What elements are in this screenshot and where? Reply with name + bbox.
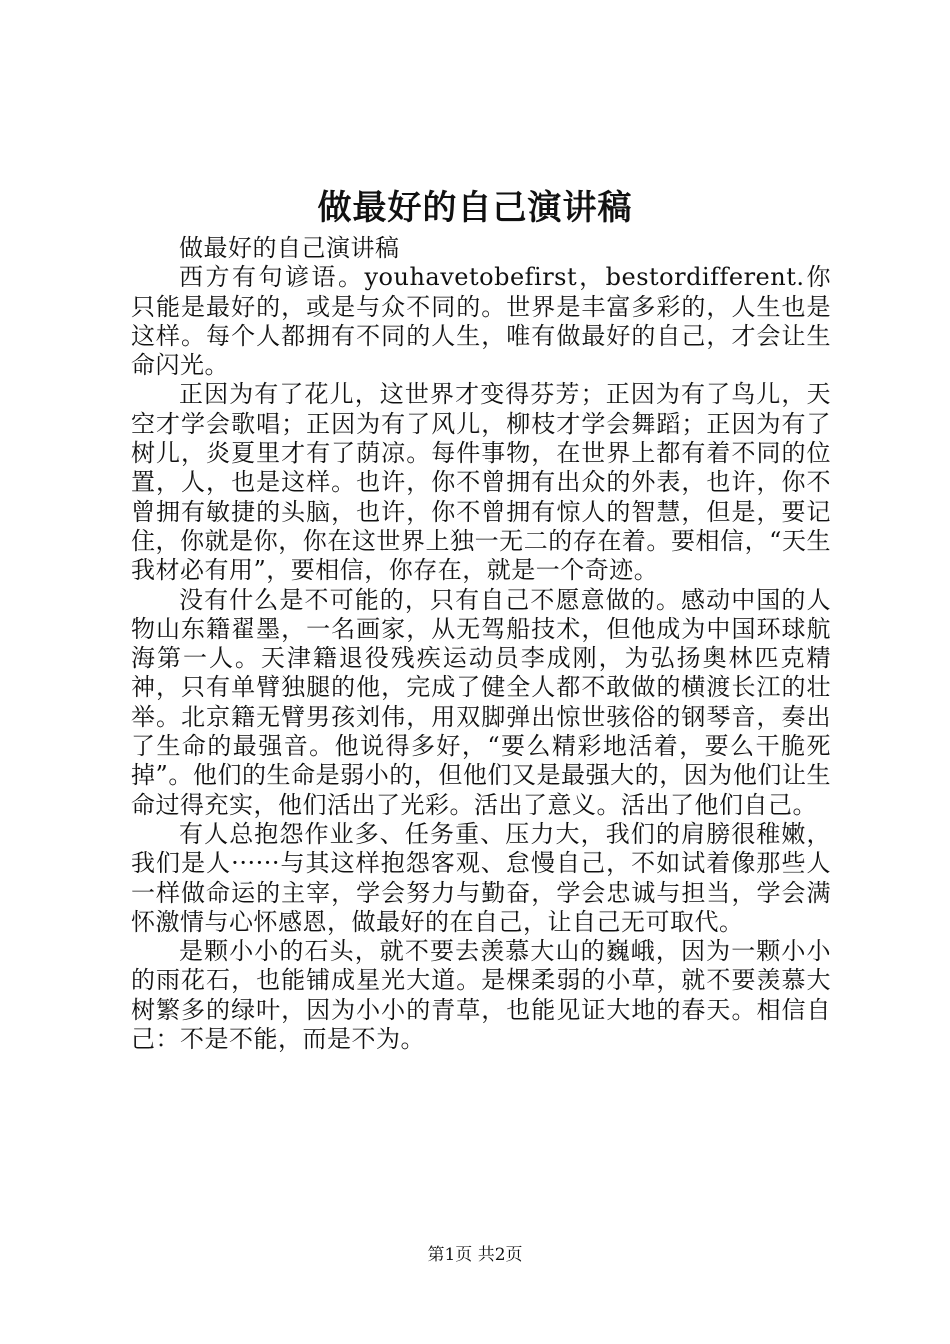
paragraph-2: 正因为有了花儿，这世界才变得芬芳；正因为有了鸟儿，天空才学会歌唱；正因为有了风儿，柳枝才学会舞蹈；正因为有了树儿，炎夏里才有了荫凉。每件事物，在世界上都有着不同的位置，人，也是这样。也许，你不曾拥有出众的外表，也许，你不曾拥有敏捷的头脑，也许，你不曾拥有惊人的智慧，但是，要记住，你就是你，你在这世界上独一无二的存在着。要相信，“天生我材必有用”，要相信，你存在，就是一个奇迹。: [131, 380, 831, 585]
paragraph-4: 有人总抱怨作业多、任务重、压力大，我们的肩膀很稚嫩，我们是人······与其这样抱怨客观、怠慢自己，不如试着像那些人一样做命运的主宰，学会努力与勤奋，学会忠诚与担当，学会满怀激情与心怀感恩，做最好的在自己，让自己无可取代。: [131, 819, 831, 936]
document-title: 做最好的自己演讲稿: [317, 188, 633, 228]
paragraph-1: 西方有句谚语。youhavetobefirst，bestordifferent.你只能是最好的，或是与众不同的。世界是丰富多彩的，人生也是这样。每个人都拥有不同的人生，唯有做最好的自己，才会让生命闪光。: [131, 263, 831, 380]
document-subtitle: 做最好的自己演讲稿: [179, 234, 400, 262]
paragraph-3: 没有什么是不可能的，只有自己不愿意做的。感动中国的人物山东籍翟墨，一名画家，从无驾船技术，但他成为中国环球航海第一人。天津籍退役残疾运动员李成刚，为弘扬奥林匹克精神，只有单臂独腿的他，完成了健全人都不敢做的横渡长江的壮举。北京籍无臂男孩刘伟，用双脚弹出惊世骇俗的钢琴音，奏出了生命的最强音。他说得多好，“要么精彩地活着，要么干脆死掉”。他们的生命是弱小的，但他们又是最强大的，因为他们让生命过得充实，他们活出了光彩。活出了意义。活出了他们自己。: [131, 585, 831, 819]
document-body: [131, 234, 831, 1054]
paragraph-5: 是颗小小的石头，就不要去羡慕大山的巍峨，因为一颗小小的雨花石，也能铺成星光大道。是棵柔弱的小草，就不要羡慕大树繁多的绿叶，因为小小的青草，也能见证大地的春天。相信自己：不是不能，而是不为。: [131, 937, 831, 1054]
page-footer: 第1页 共2页: [427, 1245, 523, 1265]
